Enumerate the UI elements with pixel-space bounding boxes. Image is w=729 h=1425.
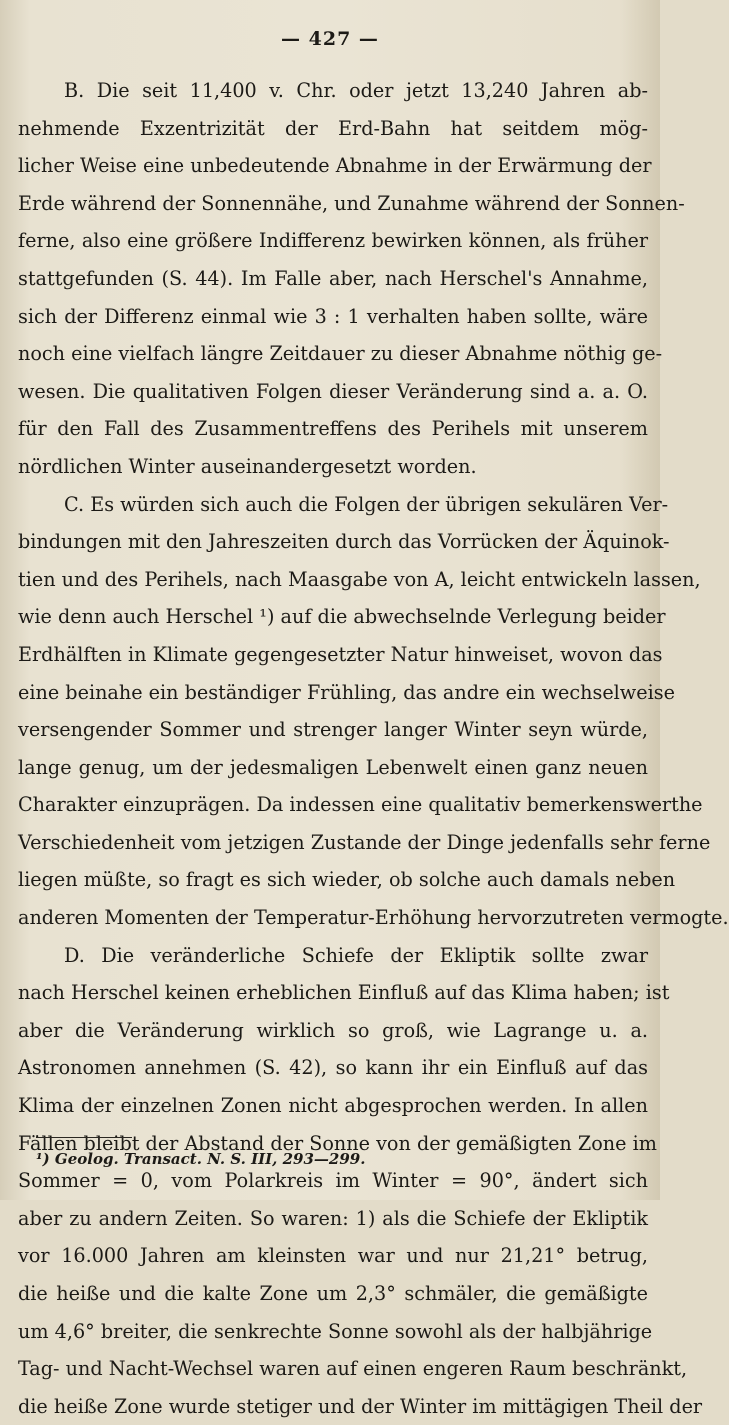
text-line: noch eine vielfach längre Zeitdauer zu dieser Abnahme nöthig ge-: [18, 342, 663, 366]
text-line: D. Die veränderliche Schiefe der Ekliptik sollte zwar: [64, 943, 648, 967]
text-line: C. Es würden sich auch die Folgen der übrigen sekulären Ver-: [64, 492, 669, 516]
text-line: Sommer = 0, vom Polarkreis im Winter = 90°, ändert sich: [18, 1169, 648, 1193]
text-line: für den Fall des Zusammentreffens des Perihels mit unserem: [18, 417, 648, 441]
text-line: lange genug, um der jedesmaligen Lebenwelt einen ganz neuen: [18, 755, 648, 779]
text-line: sich der Differenz einmal wie 3 : 1 verhalten haben sollte, wäre: [18, 304, 648, 328]
text-line: versengender Sommer und strenger langer Winter seyn würde,: [18, 718, 648, 742]
text-line: die heiße und die kalte Zone um 2,3° schmäler, die gemäßigte: [18, 1282, 648, 1305]
text-line: stattgefunden (S. 44). Im Falle aber, nach Herschel's Annahme,: [18, 266, 648, 290]
text-line: liegen müßte, so fragt es sich wieder, ob solche auch damals neben: [18, 868, 676, 892]
text-line: tien und des Perihels, nach Maasgabe von A, leicht entwickeln lassen,: [18, 567, 701, 591]
text-line: Klima der einzelnen Zonen nicht abgesprochen werden. In allen: [18, 1094, 648, 1118]
text-line: wesen. Die qualitativen Folgen dieser Veränderung sind a. a. O.: [18, 379, 648, 403]
page-number: — 427 —: [281, 28, 379, 50]
text-line: nördlichen Winter auseinandergesetzt worden.: [18, 454, 477, 478]
text-line: vor 16.000 Jahren am kleinsten war und nur 21,21° betrug,: [18, 1244, 648, 1268]
text-line: ferne, also eine größere Indifferenz bewirken können, als früher: [18, 229, 648, 253]
text-line: bindungen mit den Jahreszeiten durch das Vorrücken der Äquinok-: [18, 530, 670, 554]
text-line: Astronomen annehmen (S. 42), so kann ihr ein Einfluß auf das: [18, 1056, 648, 1080]
text-line: aber die Veränderung wirklich so groß, wie Lagrange u. a.: [18, 1018, 648, 1042]
text-line: B. Die seit 11,400 v. Chr. oder jetzt 13,240 Jahren ab-: [64, 79, 648, 102]
text-line: wie denn auch Herschel ¹) auf die abwechselnde Verlegung beider: [18, 605, 666, 629]
text-line: Fällen bleibt der Abstand der Sonne von der gemäßigten Zone im: [18, 1131, 657, 1155]
text-line: Erde während der Sonnennähe, und Zunahme während der Sonnen-: [18, 191, 685, 215]
text-line: Charakter einzuprägen. Da indessen eine qualitativ bemerkenswerthe: [18, 793, 703, 817]
text-line: eine beinahe ein beständiger Frühling, das andre ein wechselweise: [18, 680, 675, 704]
text-line: Verschiedenheit vom jetzigen Zustande der Dinge jedenfalls sehr ferne: [18, 830, 711, 854]
text-line: nach Herschel keinen erheblichen Einfluß auf das Klima haben; ist: [18, 981, 670, 1005]
text-line: licher Weise eine unbedeutende Abnahme in der Erwärmung der: [18, 154, 652, 178]
footnote: ¹) Geolog. Transact. N. S. III, 293—299.: [36, 1150, 366, 1168]
text-line: aber zu andern Zeiten. So waren: 1) als die Schiefe der Ekliptik: [18, 1206, 648, 1230]
body-text: [18, 72, 729, 1425]
text-line: um 4,6° breiter, die senkrechte Sonne sowohl als der halbjährige: [18, 1319, 653, 1343]
text-line: Erdhälften in Klimate gegengesetzter Natur hinweiset, wovon das: [18, 642, 663, 666]
text-line: anderen Momenten der Temperatur-Erhöhung hervorzutreten vermogte.: [18, 906, 729, 930]
text-line: Tag- und Nacht-Wechsel waren auf einen engeren Raum beschränkt,: [18, 1357, 688, 1381]
text-line: nehmende Exzentrizität der Erd-Bahn hat seitdem mög-: [18, 116, 648, 140]
text-line: die heiße Zone wurde stetiger und der Winter im mittägigen Theil der: [18, 1394, 703, 1418]
footnote-divider: [36, 1137, 132, 1138]
